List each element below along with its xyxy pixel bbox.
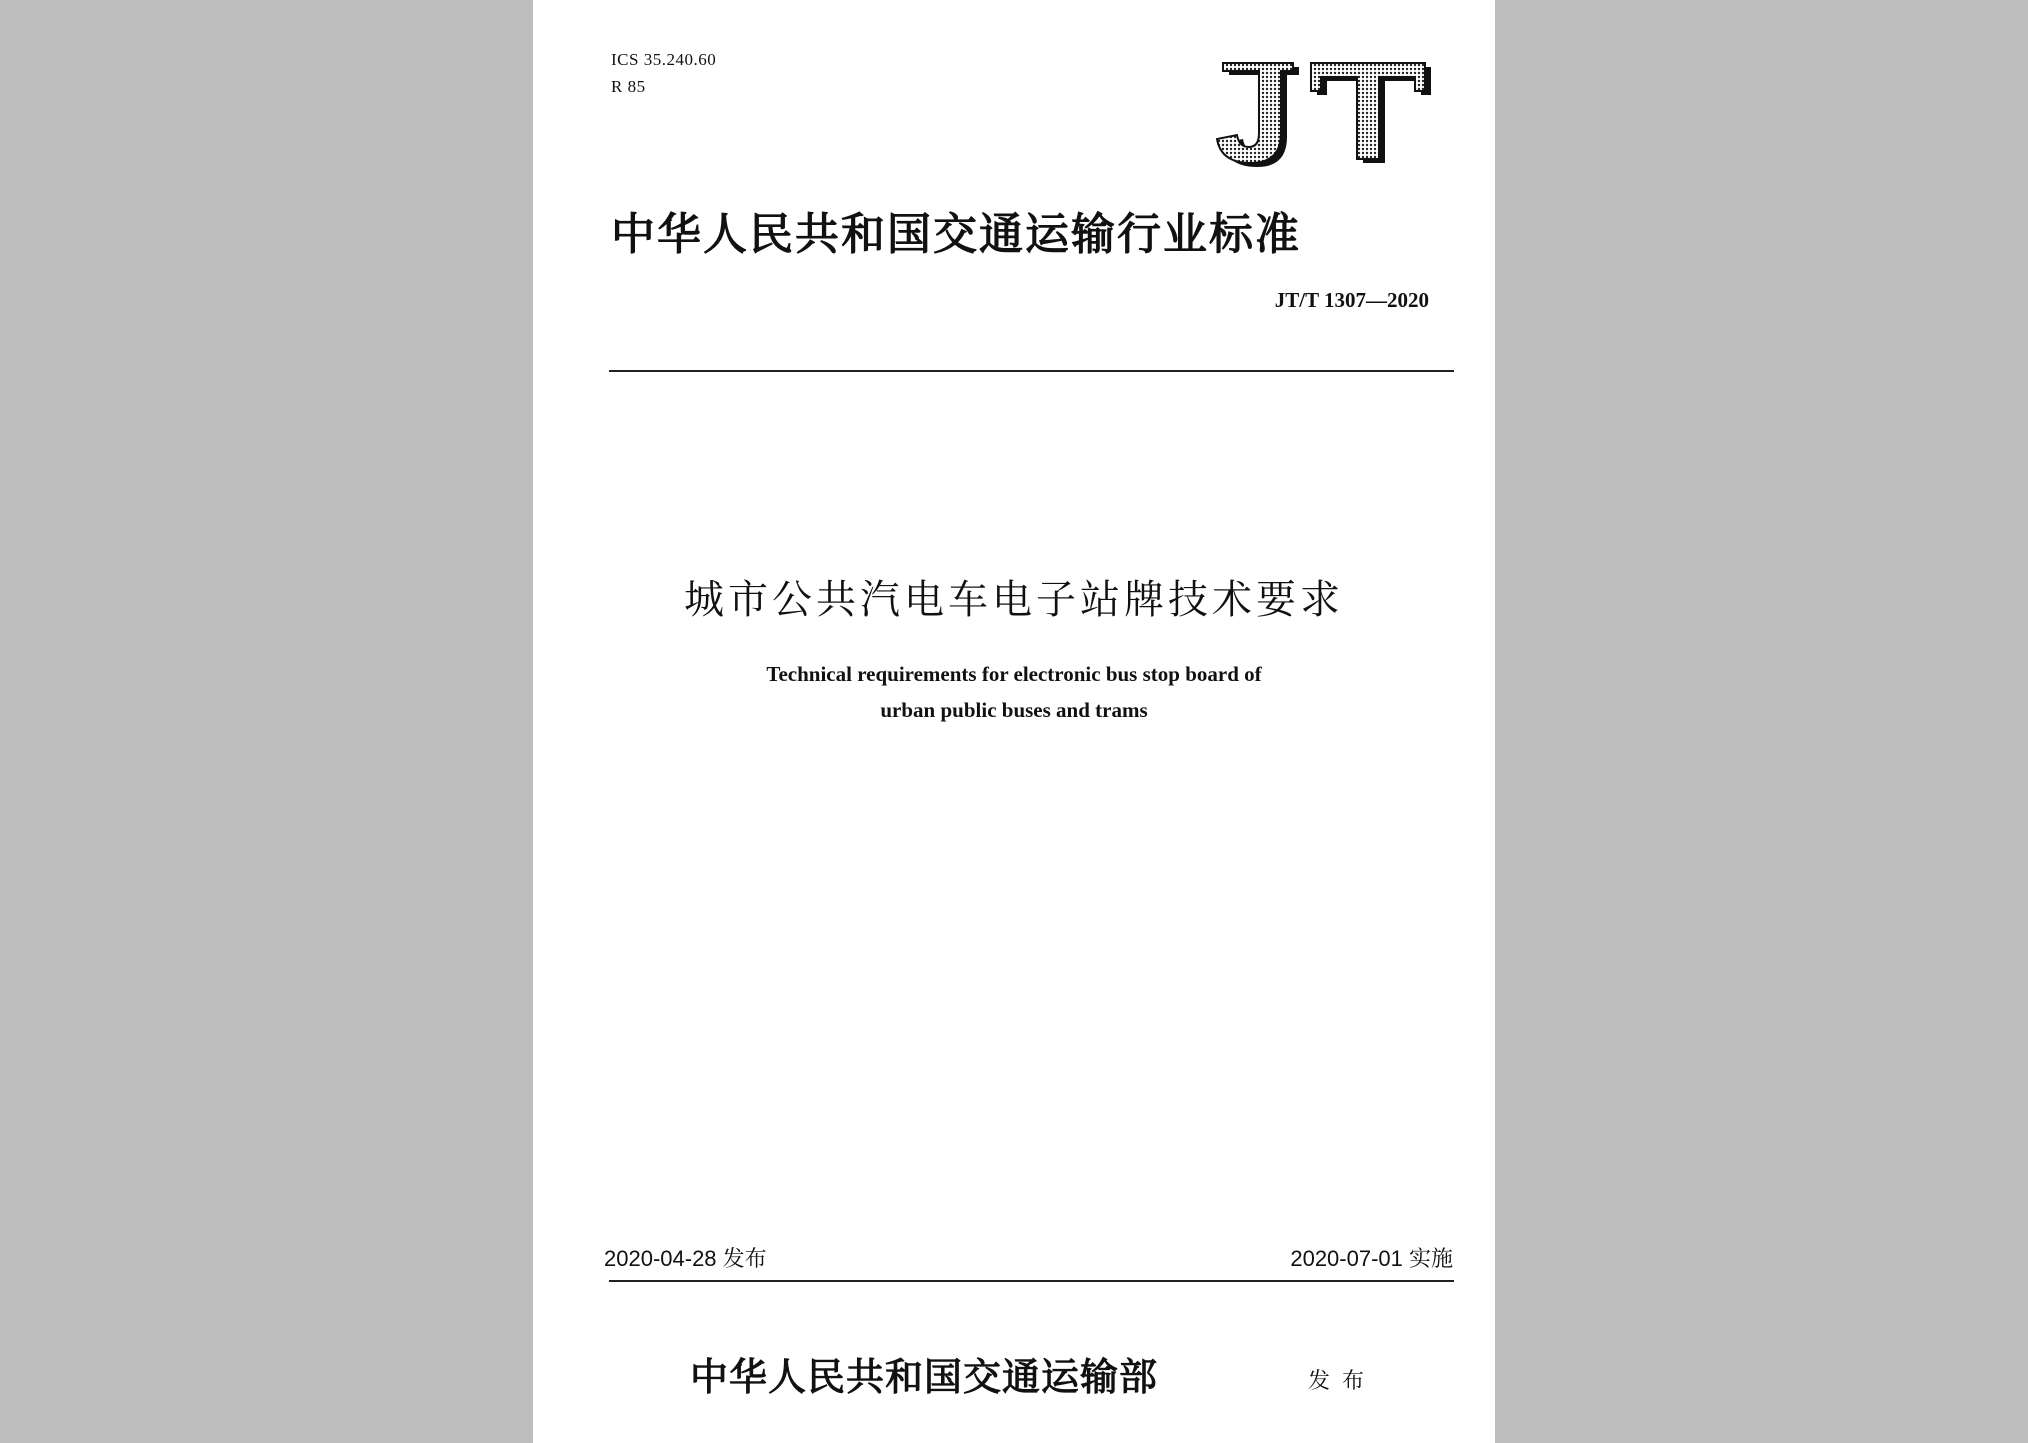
top-divider [609,370,1454,372]
issuing-authority: 中华人民共和国交通运输部 [690,1355,1159,1399]
title-english-line-1: Technical requirements for electronic bus stop board of [766,662,1262,686]
document-page [533,0,1495,1443]
ics-code: ICS 35.240.60 [611,50,717,69]
issued-label: 发布 [1308,1369,1377,1394]
jt-logo [1193,55,1438,167]
implementation-date: 2020-07-01 实施 [1290,1246,1453,1271]
title-english-line-2: urban public buses and trams [880,698,1148,722]
bottom-divider [609,1280,1454,1282]
issue-date: 2020-04-28 发布 [604,1246,767,1271]
standard-code: JT/T 1307—2020 [1274,288,1429,312]
classification-codes [611,46,716,100]
standard-category: 中华人民共和国交通运输行业标准 [611,209,1301,260]
title-chinese: 城市公共汽电车电子站牌技术要求 [684,577,1344,623]
title-english [533,656,1495,728]
ccs-code: R 85 [611,77,646,96]
